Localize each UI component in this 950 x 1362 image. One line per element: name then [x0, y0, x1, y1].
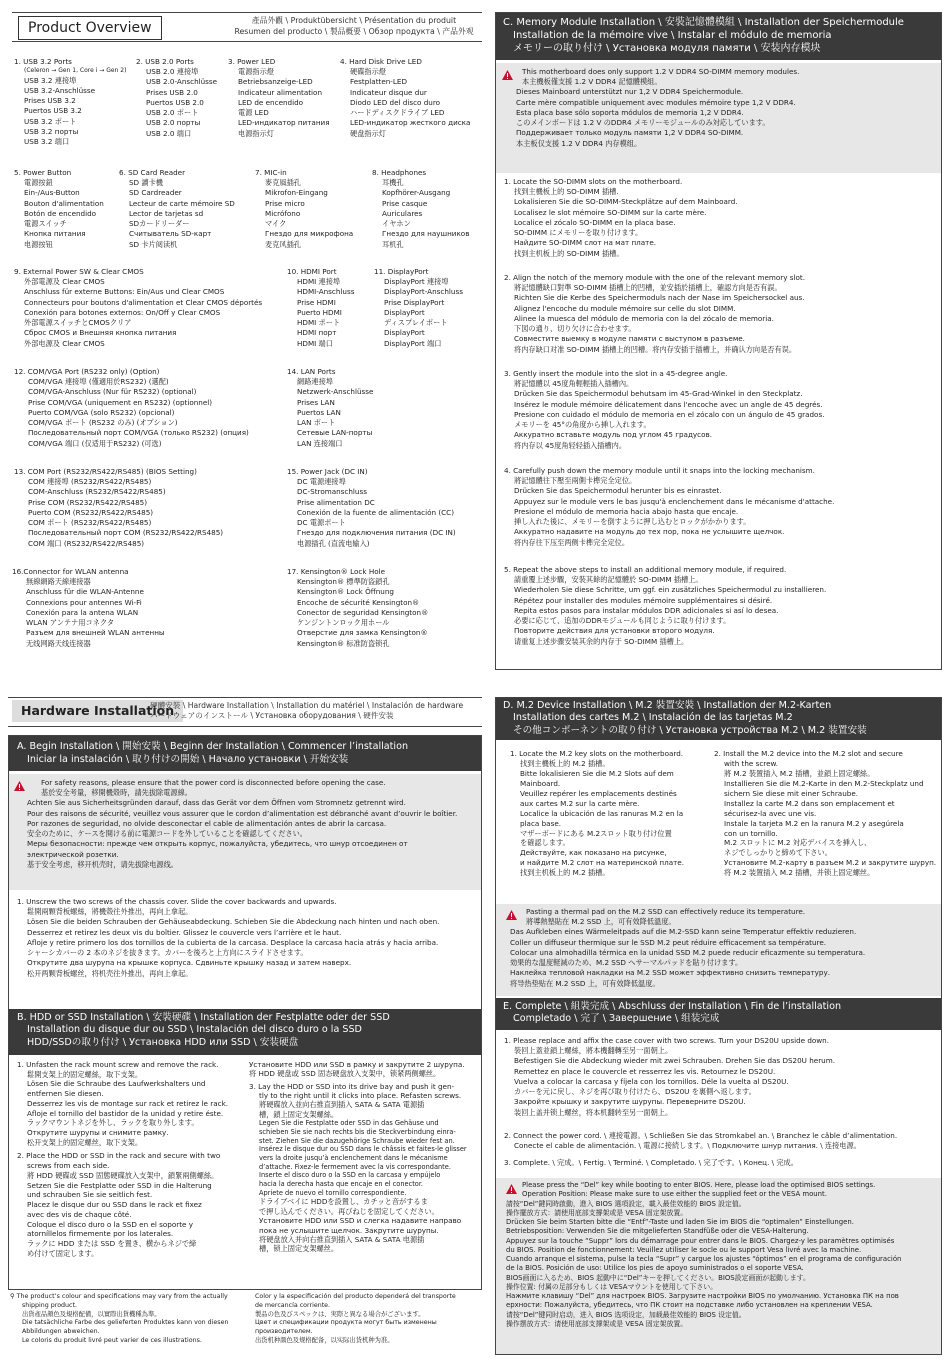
begin-installation-header: A. Begin Installation \ 開始安裝 \ Beginn der Installation \ Commencer l’installation Iniciar la instalación \ 取り付けの開始 \ Начало установки \ 开始安装: [9, 736, 481, 771]
item-kensington: 17. Kensington® Lock Hole Kensington® 標準防盜鎖孔 Kensington® Lock Öffnung Encoche de sécurité Kensington® Conector de seguridad Kensington® ケンジントンロック用ホール Отверстие для замка Kensington® Kensington® 标准防盗锁孔: [287, 567, 429, 648]
memory-panel: [495, 12, 942, 670]
m2-header: D. M.2 Device Installation \ M.2 裝置安裝 \ Installation der M.2-Karten Installation des cartes M.2 \ Instalación de las tarjetas M.2 その他コンポーネントの取り付け \ Установка устройства M.2 \ M.2 装置安装: [496, 698, 941, 740]
footnote-right: Color y la especificación del producto dependerá del transporte de mercancía corriente. 製品の色及びスペックは、実際と異なる場合がございます。 Цвет и спецификации продукта могут быть изменены производителем. 出货机种颜色及规格配备，以实际出货机种为准。: [255, 1293, 456, 1345]
bios-warning: Please press the “Del” key while booting to enter BIOS. Here, please load the optimised BIOS settings. Operation Position: Please make sure to use either the supplied feet or the VESA mount. 請按“Del”鍵同時啟動，進入 BIOS 選項設定，載入最佳效能的 BIOS 設定值。 操作擺放方式：請使用底部支撐架或是 VESA 固定架放置。 Drücken Sie beim Starten bitte die “Entf”-Taste und laden Sie im BIOS die “optimalen” Einstellungen. Betriebsposition: Verwenden Sie die mitgelieferten Standfüße oder die VESA-Halterung. Appuyez sur la touche “Suppr” lors du démarrage pour entrer dans le BIOS. Chargez-y les paramètres optimisés du BIOS. Position de fonctionnement: Veuillez utiliser le socle ou le support Vesa livré avec la machine. Cuando arranque el sistema, pulse la tecla “Supr” y cargue los ajustes “óptimos” en el programa de configuración de la BIOS. Posición de uso: Utilice los pies de apoyo suministrados o el soporte VESA. BIOS画面に入るため、BIOS 起動中に“Del”キーを押してください。BIOS設定画面が起動します。 操作位置: 付属の足部分もしくは VESAマウントを使用して下さい。 Нажмите клавишу “Del” для настроек BIOS. Загрузите настройки BIOS по умолчанию. Установка ПК на пов ерхности: Пожалуйста, убедитесь, что ПК стоит на подставке либо установлен на креплении VESA. 请按“Del”键同时启动，进入 BIOS 选项设定，加载最佳效能的 BIOS 设定值。 操作摆放方式：请使用底部支撑架或是 VESA 固定架放置。: [496, 1178, 941, 1354]
memory-warning: This motherboard does only support 1.2 V DDR4 SO-DIMM memory modules. 本主機板僅支援 1.2 V DDR4 記憶體模組。 Dieses Mainboard unterstützt nur 1,2 V DDR4 Speichermodule. Carte mère compatible uniquement avec modules mémoire type 1,2 V DDR4. Esta placa base sólo soporta módulos de memoria 1,2 V DDR4. このメインボードは 1.2 V のDDR4 メモリーモジュールのみ対応しています。 Поддерживает только модуль памяти 1,2 V DDR4 SO-DIMM. 本主板仅支援 1.2 V DDR4 内存模组。: [496, 63, 941, 173]
item-wlan-antenna: 16.Connector for WLAN antenna 無線網路天線連接器 Anschluss für die WLAN-Antenne Connexions pour antennes Wi-Fi Conexión para la antena WLAN WLAN アンテナ用コネクタ Разъем для внешней WLAN антенны 无线网路天线连接器: [12, 567, 165, 648]
m2-step-2: 2. Install the M.2 device into the M.2 slot and secure with the screw. 將 M.2 裝置插入 M.2 插槽，並鎖上固定螺絲。 Installieren Sie die M.2-Karte in den M.2-Steckplatz und sichern Sie diese mit einer Schraube. Installez la carte M.2 dans son emplacement et sécurisez-la avec une vis. Instale la tarjeta M.2 en la ranura M.2 y asegúrela con un tornillo. M.2 スロットに M.2 対応デバイスを挿入し、 ネジでしっかりと締めて下さい。 Установите M.2-карту в разъем M.2 и закрутите шуруп. 将 M.2 装置插入 M.2 插槽，并锁上固定螺丝。: [714, 749, 937, 878]
memory-step-5: 5. Repeat the above steps to install an additional memory module, if required. 請重覆上述步驟，安裝其餘的記憶體於 SO-DIMM 插槽上。 Wiederholen Sie diese Schritte, um ggf. ein zusätzliches Speichermodul zu installieren. Répétez pour installer des modules mémoire supplémentaires si désiré. Repita estos pasos para instalar módulos DDR adicionales si así lo desea. 必要に応じて、追加のDDRモジュールも同じように取り付けます。 Повторите действия для установки второго модуля. 请重复上述步骤安装其余的内存于 SO-DIMM 插槽上。: [504, 565, 827, 646]
item-hdmi: 10. HDMI Port HDMI 連接埠 HDMI-Anschluss Prise HDMI Puerto HDMI HDMI ポート HDMI порт HDMI 端口: [287, 267, 355, 348]
item-headphones: 8. Headphones 耳機孔 Kopfhörer-Ausgang Prise casque Auriculares イヤホン Гнездо для наушников 耳机孔: [372, 168, 470, 249]
hardware-panel: [8, 735, 482, 1290]
item-displayport: 11. DisplayPort DisplayPort 連接埠 DisplayPort-Anschluss Prise DisplayPort DisplayPort ディスプレイポート DisplayPort DisplayPort 端口: [374, 267, 463, 348]
item-usb20: 2. USB 2.0 Ports USB 2.0 連接埠 USB 2.0-Anschlüsse Prises USB 2.0 Puertos USB 2.0 USB 2.0 ポート USB 2.0 порты USB 2.0 端口: [136, 57, 218, 138]
product-overview-title: Product Overview: [18, 16, 162, 40]
footnote-mark-icon: ⚲: [10, 1293, 15, 1300]
item-power-led: 3. Power LED 電源指示燈 Betriebsanzeige-LED Indicateur alimentation LED de encendido 電源 LED LED-индикатор питания 电源指示灯: [228, 57, 330, 138]
safety-warning: For safety reasons, please ensure that the power cord is disconnected before opening the case. 基於安全考量，移開機殼時，請先拔除電源線。 Achten Sie aus Sicherheitsgründen darauf, dass das Gerät vor dem Öffnen vom Stromnetz getrennt wird. Pour des raisons de sécurité, veuillez vous assurer que le cordon d’alimentation est débranché avant d’ouvrir le boîtier. Por razones de seguridad, no olvide desconectar el cable de alimentación antes de abrir la carcasa. 安全のために、ケースを開ける前に電源コードを外していることを確認してください。 Меры безопасности: прежде чем открыть корпус, пожалуйста, убедитесь, что шнур отсоединен от электрической розетки. 基于安全考虑，移开机壳时，请先拔除电源线。: [9, 774, 481, 890]
warning-icon: [14, 781, 25, 791]
m2-step-1: 1. Locate the M.2 key slots on the motherboard. 找到主機板上的 M.2 插槽。 Bitte lokalisieren Sie die M.2 Slots auf dem Mainboard. Veuillez repérer les emplacements destinés aux cartes M.2 sur la carte mère. Localice la ubicación de las ranuras M.2 en la placa base. マザーボードにある M.2スロット取り付け位置 を確認します。 Действуйте, как показано на рисунке, и найдите M.2 слот на материнской плате. 找到主机板上的 M.2 插槽。: [510, 749, 685, 878]
hdd-right-steps: Установите HDD или SSD в рамку и закрутите 2 шурупа. 将 HDD 硬盘或 SSD 固态硬盘放入支架中，锁紧两侧螺丝。 3. Lay the HDD or SSD into its drive bay and push it gen- tly to the right until it clicks into place. Refasten screws. 將硬碟放入並向右推直到插入 SATA & SATA 電源插 槽，鎖上固定支架螺絲。 Legen Sie die Festplatte oder SSD in das Gehäuse und schieben Sie sie nach rechts bis die Steckverbindung einra- stet. Ziehen Sie die dazugehörige Schraube wieder fest an. Insérez le disque dur ou SSD dans le châssis et faites-le glisser vers la droite jusqu’à enclenchement dans le mécanisme d’attache. Fixez-le fermement avec la vis correspondante. Inserte el disco duro o la SSD en la carcasa y empújelo hacia la derecha hasta que encaje en el conector. Apriete de nuevo el tornillo correspondiente. ドライブベイに HDDを設置し、カチッと音がするま で押し込んでください。再びねじを固定してください。 Установите HDD или SSD и слегка надавите направо пока не услышите щелчок. Закрутите шурупы. 将硬盘放入并向右推直到插入 SATA & SATA 电源插 槽，锁上固定支架螺丝。: [249, 1060, 467, 1254]
memory-step-1: 1. Locate the SO-DIMM slots on the motherboard. 找到主機板上的 SO-DIMM 插槽. Lokalisieren Sie die SO-DIMM-Steckplätze auf dem Mainboard. Localisez le slot mémoire SO-DIMM sur la carte mère. Localice el zócalo SO-DIMM en la placa base. SO-DIMM にメモリーを取り付けます。 Найдите SO-DIMM слот на мат плате. 找到主机板上的 SO-DIMM 插槽。: [504, 177, 738, 258]
memory-header: C. Memory Module Installation \ 安裝記憶體模組 \ Installation der Speichermodule Installation de la mémoire vive \ Instalar el módulo de memoria メモリーの取り付け \ Установка модуля памяти \ 安装内存模块: [496, 13, 941, 60]
footnote-left: ⚲ The product’s colour and specifications may vary from the actually shipping product. 出貨產品顏色及規格配備，以實際出貨機種為準。 Die tatsächliche Farbe des gelieferten Produktes kann von diesen Abbildungen abweichen. Le coloris du produit livré peut varier de ces illustrations.: [10, 1293, 229, 1345]
item-power-button: 5. Power Button 電源按鈕 Ein-/Aus-Button Bouton d'alimentation Botón de encendido 電源スイッチ Кнопка питания 电源按钮: [14, 168, 104, 249]
hardware-subtitle: 硬體安裝 \ Hardware Installation \ Installation du matériel \ Instalación de hardware ハードウェアのインストール \ Установка оборудования \ 硬件安装: [150, 701, 464, 721]
item-sd-reader: 6. SD Card Reader SD 讀卡機 SD Cardreader Lecteur de carte mémoire SD Lector de tarjetas sd SDカードリーダー Считыватель SD-карт SD 卡片阅读机: [119, 168, 235, 249]
item-usb32: 1. USB 3.2 Ports (Celeron → Gen 1, Core i → Gen 2) USB 3.2 連接埠 USB 3.2-Anschlüsse Prises USB 3.2 Puertos USB 3.2 USB 3.2 ポート USB 3.2 порты USB 3.2 端口: [14, 57, 127, 147]
item-ext-power-cmos: 9. External Power SW & Clear CMOS 外部電源及 Clear CMOS Anschluss für externe Buttons: Ein/Aus und Clear CMOS Connecteurs pour boutons d'alimentation et Clear CMOS déportés Conexión para botones externos: On/Off y Clear CMOS 外部電源スイッチとCMOSクリア Сброс CMOS и Внешняя кнопка питания 外部电源及 Clear CMOS: [14, 267, 263, 348]
item-com-vga: 12. COM/VGA Port (RS232 only) (Option) COM/VGA 連接埠 (僅適用於RS232) (選配) COM/VGA-Anschluss (Nur für RS232) (optional) Prise COM/VGA (uniquement en RS232) (optionnel) Puerto COM/VGA (solo RS232) (opcional) COM/VGA ポート (RS232 のみ) (オプション) Последовательный порт COM/VGA (только RS232) (опция) COM/VGA 端口 (仅适用于RS232) (可选): [14, 367, 249, 448]
warning-icon: [506, 1184, 517, 1194]
hdd-installation-header: B. HDD or SSD Installation \ 安裝硬碟 \ Installation der Festplatte oder der SSD Installation du disque dur ou SSD \ Instalación del disco duro o la SSD HDD/SSDの取り付け \ Установка HDD или SSD \ 安装硬盘: [9, 1009, 481, 1055]
memory-step-2: 2. Align the notch of the memory module with the one of the relevant memory slot. 將記憶體缺口對準 SO-DIMM 插槽上的凹槽，並安插於插槽上，確認方向是否有誤。 Richten Sie die Kerbe des Speichermoduls nach der Nase im Speichersockel aus. Alignez l'encoche du module mémoire sur celle du slot DIMM. Alinee la muesca del módulo de memoria con la del zócalo de memoria. 下図の通り、切り欠けに合わせます。 Совместите выемку в модуле памяти с выступом в разъеме. 将内存缺口对准 SO-DIMM 插槽上的凹槽。将内存安插于插槽上，并确认方向是否有误。: [504, 273, 806, 354]
hdd-left-steps: 1. Unfasten the rack mount screw and remove the rack. 鬆開支架上的固定螺絲，取下支架。 Lösen Sie die Schraube des Laufwerkshalters und entfernen Sie diesen. Desserrez les vis de montage sur rack et retirez le rack. Afloje el tornillo del bastidor de la unidad y retire éste. ラックマウントネジを外し、ラックを取り外します。 Открутите шурупы и снимите рамку. 松开支架上的固定螺丝，取下支架。 2. Place the HDD or SSD in the rack and secure with two screws from each side. 將 HDD 硬碟或 SSD 固態硬碟放入支架中，鎖緊兩側螺絲。 Setzen Sie die Festplatte oder SSD in die Halterung und schrauben Sie sie seitlich fest. Placez le disque dur ou SSD dans le rack et fixez avec des vis de chaque côté. Coloque el disco duro o la SSD en el soporte y atorníllelos firmemente por los laterales. ラックに HDD または SSD を置き、横からネジで締 め付けて固定します。: [17, 1060, 229, 1258]
complete-step-3: 3. Complete. \ 完成。\ Fertig. \ Terminé. \ Completado. \ 完了です。\ Конец. \ 完成。: [504, 1158, 798, 1167]
item-power-jack: 15. Power Jack (DC IN) DC 電源連接埠 DC-Stromanschluss Prise alimentation DC Conexión de la fuente de alimentación (CC) DC 電源ポート Гнездо для подключения питания (DC IN) 电源插孔 (直流电输入): [287, 467, 456, 548]
begin-step-1: 1. Unscrew the two screws of the chassis cover. Slide the cover backwards and upwards. 鬆開兩顆背板螺絲，將機殼往外推出，再向上拿起。 Lösen Sie die beiden Schrauben der Gehäuseabdeckung. Schieben Sie die Abdeckung nach hinten und nach oben. Desserrez et retirez les deux vis du boîtier. Glissez le couvercle vers l’arrière et le haut. Afloje y retire primero los dos tornillos de la cubierta de la carcasa. Desplace la carcasa hacia atrás y hacia arriba. シャーシカバーの 2 本のネジを抜きます。カバーを後ろと上方向にスライドさせます。 Открутите два шурупа на крышке корпуса. Сдвиньте крышку назад и затем наверх. 松开两颗背板螺丝，将机壳往外推出，再向上拿起。: [17, 897, 440, 978]
m2-panel: [495, 697, 942, 1355]
m2-thermal-warning: Pasting a thermal pad on the M.2 SSD can effectively reduce its temperature. 將導熱墊貼在 M.2 SSD 上，可有效降低溫度。 Das Aufkleben eines Wärmeleitpads auf die M.2-SSD kann seine Temperatur effektiv reduzieren. Coller un diffuseur thermique sur le SSD M.2 peut réduire efficacement sa température. Colocar una almohadilla térmica en la unidad SSD M.2 puede reducir eficazmente su temperatura. 効果的な温度軽減のため、M.2 SSD へサーマルパッドを貼り付けます。 Наклейка тепловой накладки на M.2 SSD может эффективно снизить температуру. 将导热垫贴在 M.2 SSD 上，可有效降低温度。: [496, 904, 941, 996]
item-com-port: 13. COM Port (RS232/RS422/RS485) (BIOS Setting) COM 連接埠 (RS232/RS422/RS485) COM-Anschluss (RS232/RS422/RS485) Prise COM (RS232/RS422/RS485) Puerto COM (RS232/RS422/RS485) COM ポート (RS232/RS422/RS485) Последовательный порт COM (RS232/RS422/RS485) COM 端口 (RS232/RS422/RS485): [14, 467, 224, 548]
memory-step-4: 4. Carefully push down the memory module until it snaps into the locking mechanism. 將記憶體往下壓至兩側卡榫完全定位。 Drücken Sie das Speichermodul herunter bis es einrastet. Appuyez sur le module vers le bas jusqu'à enclenchement dans le mécanisme d'attache. Presione el módulo de memoria hacia abajo hasta que encaje. 挿し入れた後に、メモリーを倒すように押し込むとロックがかかります。 Аккуратно надавите на модуль до тех пор, пока не услышите щелчок. 将内存往下压至两侧卡榫完全定位。: [504, 466, 835, 547]
complete-step-2: 2. Connect the power cord. \ 連接電源。\ Schließen Sie das Stromkabel an. \ Branchez le câble d’alimentation. Conecte el cable de alimentación. \ 電源に接続します。\ Подключите шнур питания. \ 连接电源。: [504, 1131, 898, 1151]
hardware-title: Hardware Installation: [12, 700, 183, 722]
item-lan: 14. LAN Ports 網路連接埠 Netzwerk-Anschlüsse Prises LAN Puertos LAN LAN ポート Сетевые LAN-порты LAN 连接端口: [287, 367, 374, 448]
memory-step-3: 3. Gently insert the module into the slot in a 45-degree angle. 將記憶體以 45度角輕輕插入插槽內。 Drücken Sie das Speichermodul behutsam im 45-Grad-Winkel in den Steckplatz. Insérez le module mémoire délicatement dans l'encoche avec un angle de 45 degrés. Presione con cuidado el módulo de memoria en el zócalo con un ángulo de 45 grados. メモリーを 45°の角度から挿し入れます。 Аккуратно вставьте модуль под углом 45 градусов. 将内存以 45度角轻轻插入插槽内。: [504, 369, 825, 450]
warning-icon: [502, 70, 513, 80]
warning-icon: [506, 910, 517, 920]
product-overview-subtitle: 產品外觀 \ Produktübersicht \ Présentation du produit Resumen del producto \ 製品概要 \ Обзор продукта \ 产品外观: [234, 16, 474, 36]
complete-header: E. Complete \ 組裝完成 \ Abschluss der Installation \ Fin de l’installation Completado \ 完了 \ Завершение \ 组装完成: [496, 998, 941, 1030]
item-mic-in: 7. MIC-in 麥克風插孔 Mikrofon-Eingang Prise micro Micrófono マイク Гнездо для микрофона 麦克风插孔: [255, 168, 354, 249]
complete-step-1: 1. Please replace and affix the case cover with two screws. Turn your DS20U upside down. 裝回上蓋並鎖上螺絲，將本機翻轉至另一面朝上。 Befestigen Sie die Abdeckung wieder mit zwei Schrauben. Drehen Sie das DS20U herum. Remettez en place le couvercle et resserrez les vis. Retournez le DS20U. Vuelva a colocar la carcasa y fíjela con los tornillos. Déle la vuelta al DS20U. カバーを元に戻し、ネジを再び取り付けたら、DS20U を裏側へ返します。 Закройте крышку и закрутите шурупы. Переверните DS20U. 装回上盖并锁上螺丝，将本机翻转至另一面朝上。: [504, 1036, 836, 1117]
item-hdd-led: 4. Hard Disk Drive LED 硬碟指示燈 Festplatten-LED Indicateur disque dur Diodo LED del disco duro ハードディスクドライブ LED LED-индикатор жесткого диска 硬盘指示灯: [340, 57, 471, 138]
